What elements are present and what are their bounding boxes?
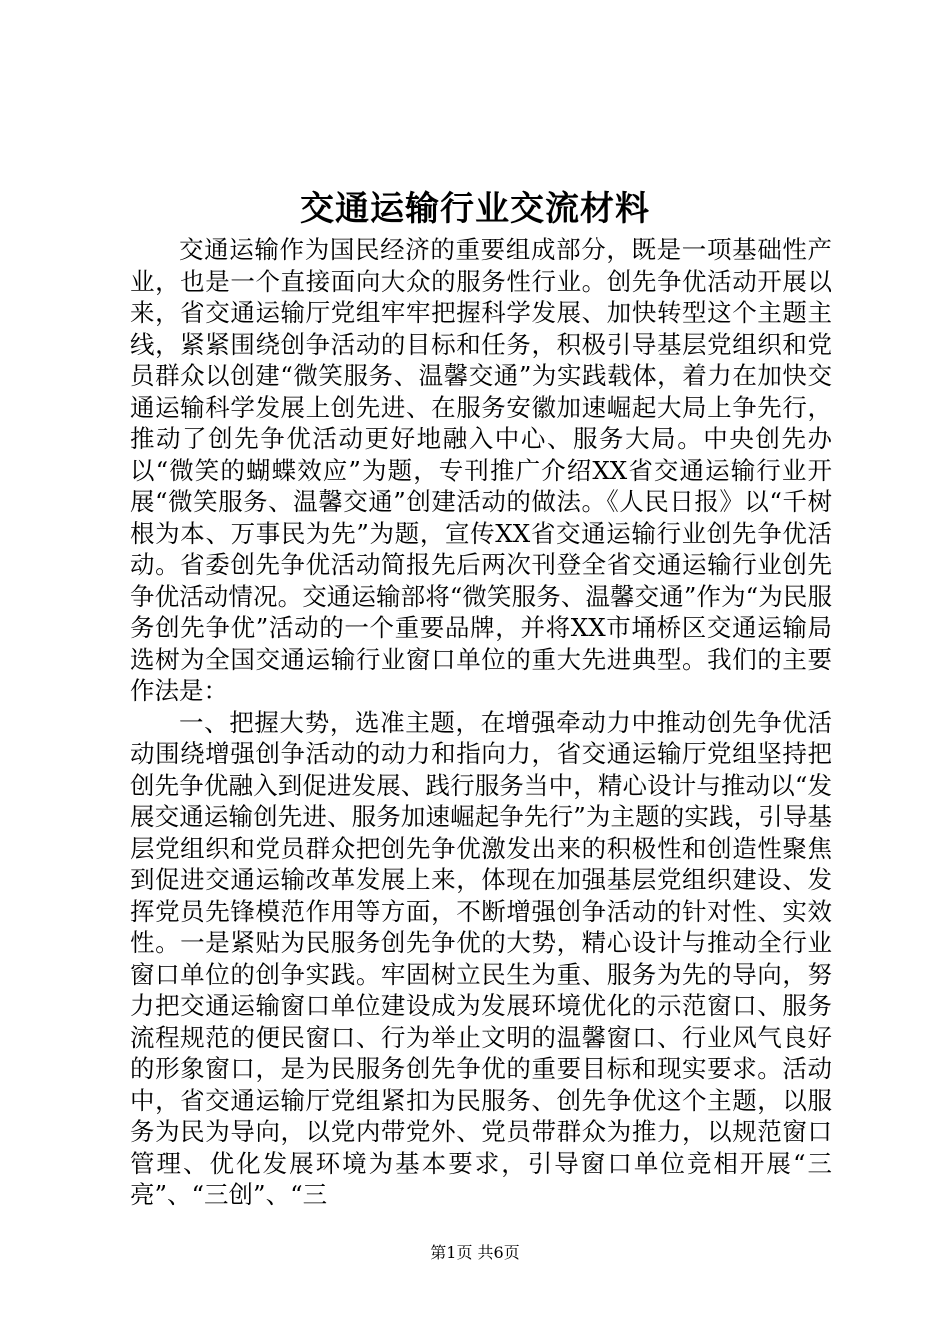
document-body xyxy=(130,234,832,1211)
page-number-footer: 第1页 共6页 xyxy=(430,1243,520,1262)
paragraph-intro: 交通运输作为国民经济的重要组成部分，既是一项基础性产业，也是一个直接面向大众的服务性行业。创先争优活动开展以来，省交通运输厅党组牢牢把握科学发展、加快转型这个主题主线，紧紧围绕创争活动的目标和任务，积极引导基层党组织和党员群众以创建“微笑服务、温馨交通”为实践载体，着力在加快交通运输科学发展上创先进、在服务安徽加速崛起大局上争先行，推动了创先争优活动更好地融入中心、服务大局。中央创先办以“微笑的蝴蝶效应”为题，专刊推广介绍XX省交通运输行业开展“微笑服务、温馨交通”创建活动的做法。《人民日报》以“千树根为本、万事民为先”为题，宣传XX省交通运输行业创先争优活动。省委创先争优活动简报先后两次刊登全省交通运输行业创先争优活动情况。交通运输部将“微笑服务、温馨交通”作为“为民服务创先争优”活动的一个重要品牌，并将XX市埇桥区交通运输局选树为全国交通运输行业窗口单位的重大先进典型。我们的主要作法是： xyxy=(130,235,832,705)
paragraph-section-one: 一、把握大势，选准主题，在增强牵动力中推动创先争优活动围绕增强创争活动的动力和指向力，省交通运输厅党组坚持把创先争优融入到促进发展、践行服务当中，精心设计与推动以“发展交通运输创先进、服务加速崛起争先行”为主题的实践，引导基层党组织和党员群众把创先争优激发出来的积极性和创造性聚焦到促进交通运输改革发展上来，体现在加强基层党组织建设、发挥党员先锋模范作用等方面，不断增强创争活动的针对性、实效性。一是紧贴为民服务创先争优的大势，精心设计与推动全行业窗口单位的创争实践。牢固树立民生为重、服务为先的导向，努力把交通运输窗口单位建设成为发展环境优化的示范窗口、服务流程规范的便民窗口、行为举止文明的温馨窗口、行业风气良好的形象窗口，是为民服务创先争优的重要目标和现实要求。活动中，省交通运输厅党组紧扣为民服务、创先争优这个主题，以服务为民为导向，以党内带党外、党员带群众为推力，以规范窗口管理、优化发展环境为基本要求，引导窗口单位竞相开展“三亮”、“三创”、“三 xyxy=(130,707,832,1209)
document-title: 交通运输行业交流材料 xyxy=(300,189,650,229)
